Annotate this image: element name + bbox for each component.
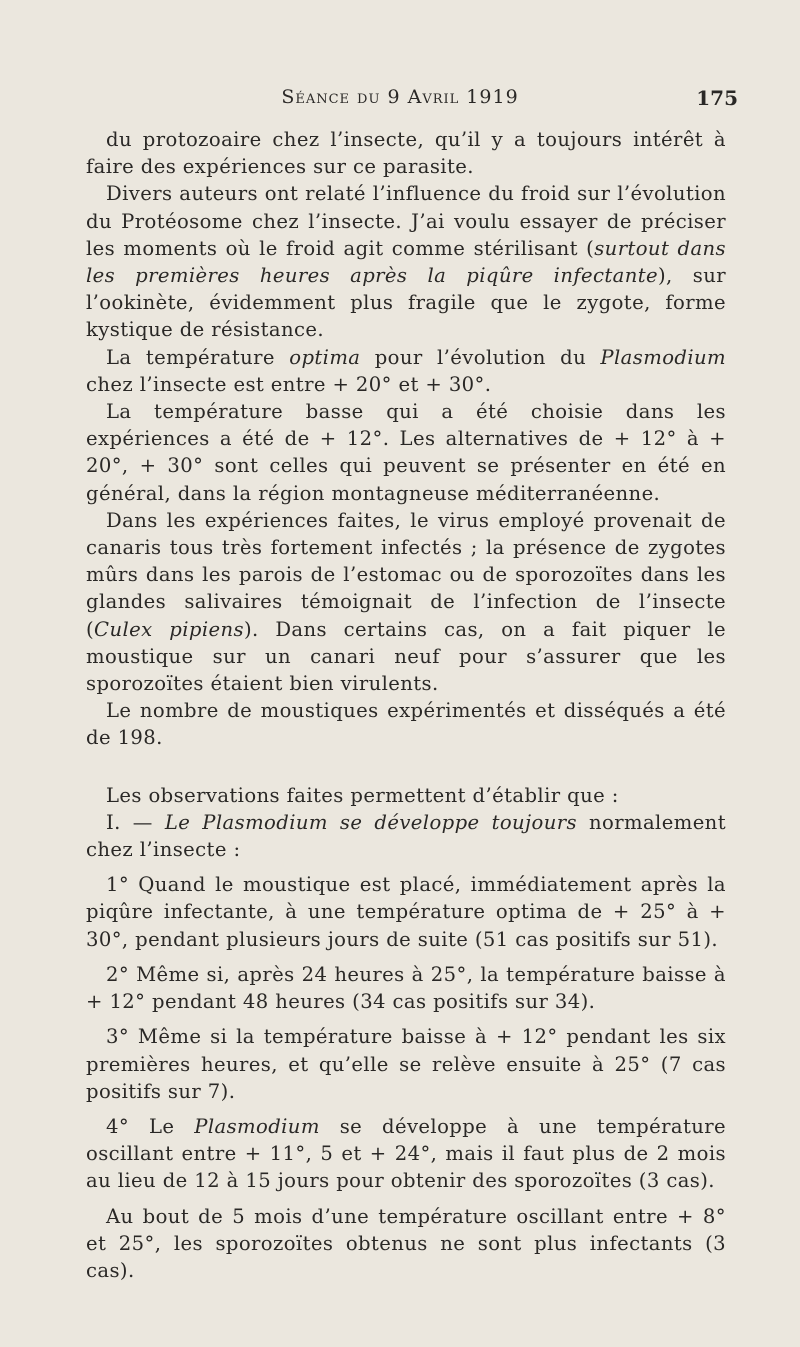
text-run: ). Dans certains cas, on a fait piquer le moustique sur un canari neuf pour s’assurer que les sporozoïtes étaient bien virulents. bbox=[86, 617, 726, 696]
italic-text: Le Plasmodium se développe toujours bbox=[164, 810, 577, 834]
running-head: Séance du 9 Avril 1919 bbox=[281, 86, 519, 108]
text-run: La température basse qui a été choisie dans les expériences a été de + 12°. Les alternatives de + 12° à + 20°, + 30° sont celles qui peuvent se présenter en été en général, dans la région montagneuse méditerranéenne. bbox=[86, 400, 726, 505]
text-run: ), sur l’ookinète, évidemment plus fragile que le zygote, forme kystique de résistance. bbox=[86, 264, 726, 342]
paragraph bbox=[86, 782, 726, 809]
text-run: pour l’évolution du bbox=[360, 345, 601, 369]
italic-text: Plasmodium bbox=[600, 345, 726, 369]
italic-text: Culex pipiens bbox=[94, 617, 244, 641]
text-run: 3° Même si la température baisse à + 12° pendant les six premières heures, et qu’elle se relève ensuite à 25° (7 cas positifs sur 7). bbox=[86, 1025, 726, 1103]
text-run: Divers auteurs ont relaté l’influence du froid sur l’évolution du Protéosome chez l’insecte. J’ai voulu essayer de préciser les moments où le froid agit comme stérilisant ( bbox=[86, 182, 726, 260]
paragraph bbox=[86, 1203, 726, 1285]
paragraph bbox=[86, 344, 726, 398]
text-run: 1° Quand le moustique est placé, immédiatement après la piqûre infectante, à une température optima de + 25° à + 30°, pendant plusieurs jours de suite (51 cas positifs sur 51). bbox=[86, 873, 726, 951]
text-run: I. — bbox=[106, 810, 165, 834]
paragraph bbox=[86, 697, 726, 751]
italic-text: Plasmodium bbox=[194, 1114, 320, 1138]
paragraph bbox=[86, 398, 726, 507]
paragraph bbox=[86, 180, 726, 343]
paragraph bbox=[86, 126, 726, 180]
text-run: chez l’insecte est entre + 20° et + 30°. bbox=[86, 372, 492, 396]
paragraph bbox=[86, 809, 726, 863]
paragraph bbox=[86, 1113, 726, 1195]
body-text bbox=[86, 126, 726, 1284]
page-number: 175 bbox=[696, 86, 738, 110]
text-run: Dans les expériences faites, le virus employé provenait de canaris tous très fortement infectés ; la présence de zygotes mûrs dans les parois de l’estomac ou de sporozoïtes dans les glandes salivaires témoignait de l’infection de l’insecte ( bbox=[86, 508, 726, 641]
text-run: 2° Même si, après 24 heures à 25°, la température baisse à + 12° pendant 48 heures (34 cas positifs sur 34). bbox=[86, 962, 726, 1014]
text-run: Au bout de 5 mois d’une température oscillant entre + 8° et 25°, les sporozoïtes obtenus ne sont plus infectants (3 cas). bbox=[86, 1204, 726, 1282]
paragraph bbox=[86, 961, 726, 1015]
italic-text: optima bbox=[289, 345, 361, 369]
text-run: normalement chez l’insecte : bbox=[86, 810, 726, 862]
paragraph bbox=[86, 1023, 726, 1105]
text-run: 4° Le bbox=[106, 1114, 195, 1138]
text-run: Les observations faites permettent d’établir que : bbox=[106, 783, 619, 807]
text-run: Le nombre de moustiques expérimentés et disséqués a été de 198. bbox=[86, 699, 726, 750]
paragraph bbox=[86, 871, 726, 953]
paragraph bbox=[86, 507, 726, 697]
text-run: se développe à une température oscillant entre + 11°, 5 et + 24°, mais il faut plus de 2 mois au lieu de 12 à 15 jours pour obtenir des sporozoïtes (3 cas). bbox=[86, 1114, 726, 1193]
text-run: du protozoaire chez l’insecte, qu’il y a toujours intérêt à faire des expériences sur ce parasite. bbox=[86, 128, 726, 179]
page-header bbox=[0, 86, 800, 116]
italic-text: surtout dans les premières heures après la piqûre infectante bbox=[86, 236, 727, 288]
text-run: La température bbox=[106, 345, 290, 369]
